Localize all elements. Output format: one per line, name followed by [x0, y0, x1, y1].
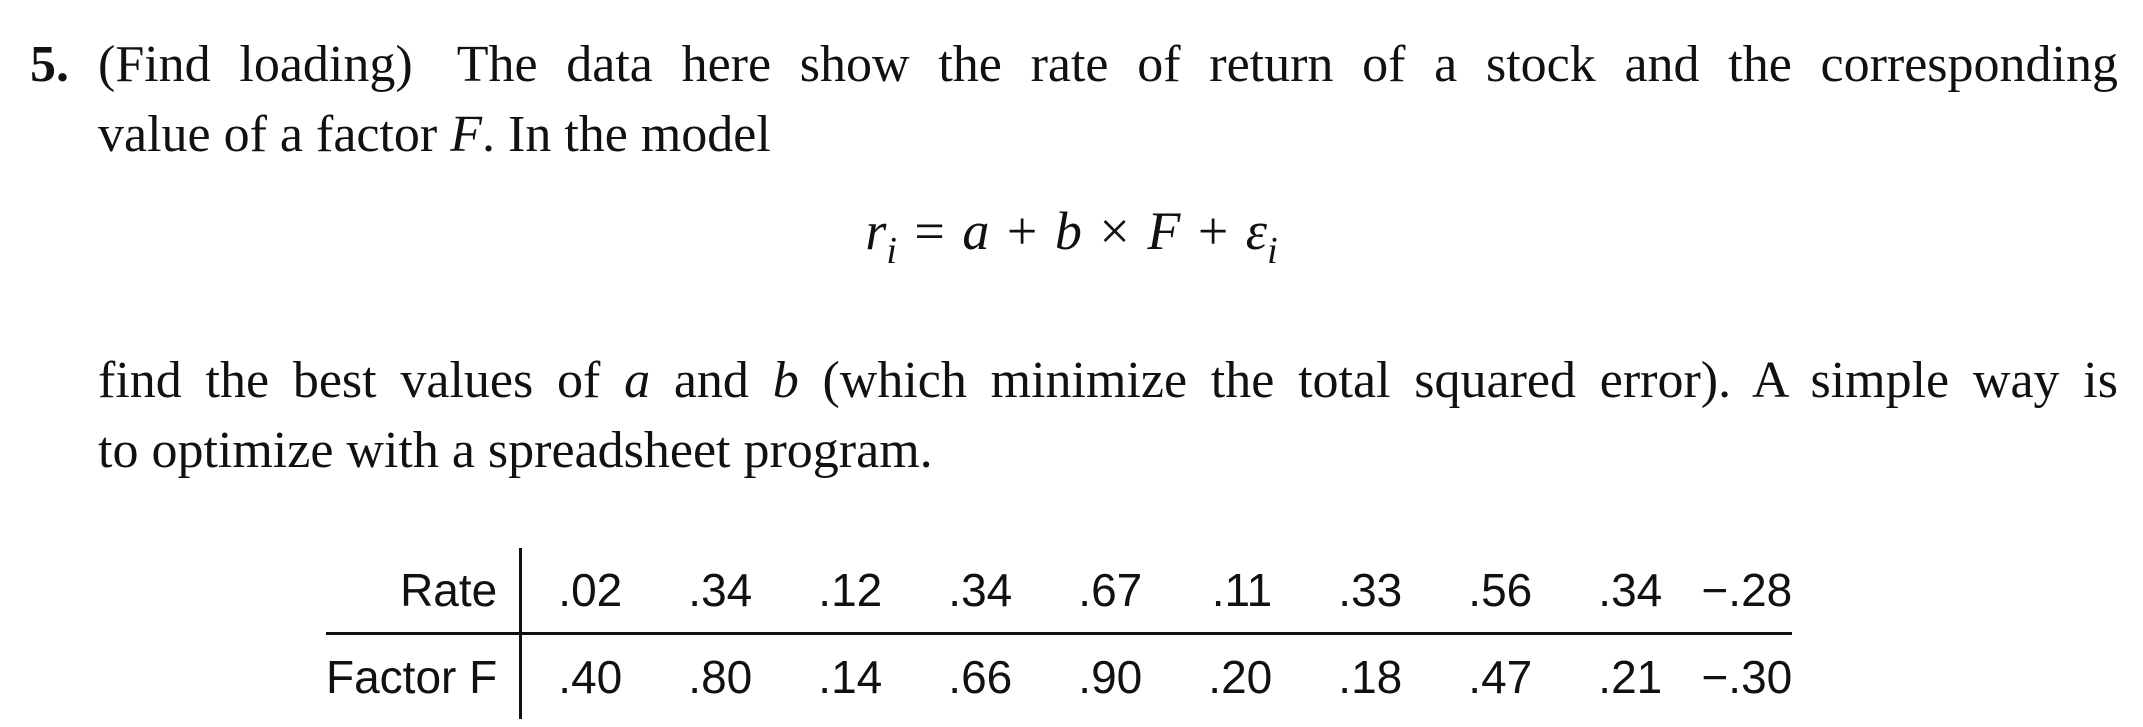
problem-text-continued	[98, 346, 2118, 486]
model-equation	[0, 196, 2143, 272]
eq-r: r	[865, 201, 887, 261]
table-cell: .18	[1338, 651, 1403, 703]
eq-epsilon-subscript: i	[1267, 230, 1278, 272]
eq-equals: =	[914, 201, 945, 261]
row-label-factor: Factor F	[326, 634, 521, 720]
problem-line-1	[98, 30, 2118, 100]
table-cell: .14	[818, 651, 883, 703]
eq-a: a	[962, 201, 990, 261]
table-cell: .47	[1468, 651, 1533, 703]
eq-plus-1: +	[1006, 201, 1038, 261]
problem-line-4	[98, 416, 2118, 486]
table-cell: .11	[1142, 548, 1272, 634]
problem-text	[98, 30, 2118, 170]
table-cell: .34	[622, 548, 752, 634]
table-cell: −.28	[1662, 548, 1792, 634]
table-cell: .56	[1402, 548, 1532, 634]
table-cell: .67	[1012, 548, 1142, 634]
table-cell: .21	[1598, 651, 1663, 703]
problem-number: 5.	[30, 36, 69, 93]
problem-line-3	[98, 346, 2118, 416]
table-cell: .34	[882, 548, 1012, 634]
table-cell: .12	[752, 548, 882, 634]
data-table	[326, 548, 1792, 719]
table-cell: .34	[1532, 548, 1662, 634]
eq-plus-2: +	[1197, 201, 1229, 261]
table-cell: .33	[1272, 548, 1402, 634]
problem-title: (Find loading)	[98, 36, 413, 93]
table-row-factor	[326, 634, 1792, 720]
line3-pre: find the best values of	[98, 352, 625, 409]
var-a: a	[624, 352, 651, 409]
row-label-rate: Rate	[326, 548, 521, 634]
table-row-rate	[326, 548, 1792, 634]
table-cell: .66	[948, 651, 1013, 703]
eq-epsilon: ε	[1245, 201, 1268, 261]
line2-post: . In the model	[482, 106, 771, 163]
var-b: b	[772, 352, 799, 409]
line3-post: (which minimize the total squared error). A simple way is	[798, 352, 2118, 409]
table-cell: .90	[1078, 651, 1143, 703]
table-cell: .40	[558, 651, 623, 703]
table-cell: .20	[1208, 651, 1273, 703]
eq-b: b	[1054, 201, 1082, 261]
line3-mid: and	[650, 352, 773, 409]
problem-line-2	[98, 100, 2118, 170]
eq-F: F	[1147, 201, 1181, 261]
table-cell: .02	[521, 548, 623, 634]
eq-times: ×	[1099, 201, 1130, 261]
factor-variable: F	[450, 106, 483, 163]
eq-r-subscript: i	[886, 230, 897, 272]
line4-text: to optimize with a spreadsheet program.	[98, 422, 933, 479]
line2-pre: value of a factor	[98, 106, 451, 163]
table-cell: −.30	[1701, 651, 1793, 703]
problem-intro-text: The data here show the rate of return of a stock and the corresponding	[456, 36, 2118, 93]
table-cell: .80	[688, 651, 753, 703]
